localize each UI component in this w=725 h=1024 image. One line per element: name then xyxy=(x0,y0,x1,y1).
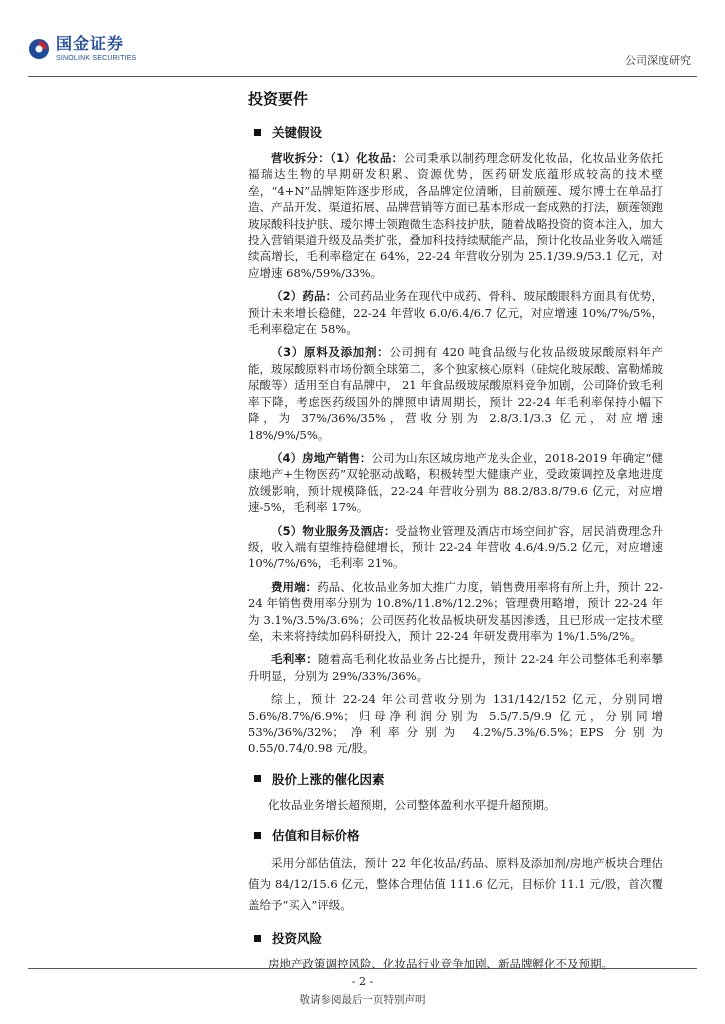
logo-en-text: SINOLINK SECURITIES xyxy=(56,55,137,62)
subhead-key-assumptions xyxy=(254,123,663,141)
paragraph-risks: 房地产政策调控风险、化妆品行业竞争加剧、新品牌孵化不及预期。 xyxy=(268,957,613,972)
text-pharma: 公司药品业务在现代中成药、骨科、玻尿酸眼科方面具有优势，预计未来增长稳健，22-24 年营收 6.0/6.4/6.7 亿元，对应增速 10%/7%/5%，毛利率稳定在 58%。 xyxy=(248,289,663,337)
label-gross-margin: 毛利率： xyxy=(271,652,318,667)
section-title: 投资要件 xyxy=(248,90,309,108)
logo-cn-text: 国金证券 xyxy=(56,34,125,53)
subhead-valuation xyxy=(254,826,663,844)
main-content xyxy=(248,88,663,980)
label-property-services: （5）物业服务及酒店： xyxy=(271,523,396,538)
subhead-label: 股价上涨的催化因素 xyxy=(272,771,385,787)
paragraph-expenses xyxy=(248,579,663,645)
subhead-catalysts xyxy=(254,770,663,788)
disclaimer-link: 敬请参阅最后一页特别声明 xyxy=(299,994,426,1006)
page-number: - 2 - xyxy=(351,975,374,988)
subhead-label: 关键假设 xyxy=(272,125,323,140)
bullet-square-icon xyxy=(254,832,261,839)
company-logo xyxy=(28,36,136,62)
paragraph-property-services xyxy=(248,523,663,572)
paragraph-real-estate xyxy=(248,450,663,516)
label-pharma: （2）药品： xyxy=(271,289,338,304)
paragraph-gross-margin xyxy=(248,651,663,684)
label-cosmetics: （1）化妆品： xyxy=(330,151,404,165)
paragraph-raw-materials xyxy=(248,344,663,442)
label-real-estate: （4）房地产销售： xyxy=(271,450,372,465)
logo-icon xyxy=(28,38,50,60)
text-property-services: 受益物业管理及酒店市场空间扩容，居民消费理念升级，收入端有望维持稳健增长，预计 22-24 年营收 4.6/4.9/5.2 亿元，对应增速 10%/7%/6%，毛利率 21%。 xyxy=(248,523,663,571)
label-revenue: 营收拆分： xyxy=(271,151,331,165)
page-header xyxy=(28,36,697,76)
header-divider xyxy=(28,76,697,77)
subhead-label: 投资风险 xyxy=(272,931,323,947)
bullet-square-icon xyxy=(254,129,261,136)
text-raw-materials: 公司拥有 420 吨食品级与化妆品级玻尿酸原料年产能，玻尿酸原料市场份额全球第二，多个独家核心原料（硅烷化玻尿酸、富勒烯玻尿酸等）适用至自有品牌中， 21 年食品级玻尿酸原料竞争加剧，公司降价致毛利率下降，考虑医药级国外的牌照申请周期长，预计 22-24 年毛利率保持小幅下降，为 37%/36%/35%，营收分别为 2.8/3.1/3.3 亿元，对应增速 18%/9%/5%。 xyxy=(248,345,663,442)
footer-divider xyxy=(28,968,697,969)
paragraph-cosmetics xyxy=(248,150,663,281)
bullet-square-icon xyxy=(254,775,261,782)
text-gross-margin: 随着高毛利化妆品业务占比提升，预计 22-24 年公司整体毛利率攀升明显，分别为 29%/33%/36%。 xyxy=(248,652,663,683)
text-real-estate: 公司为山东区域房地产龙头企业，2018-2019 年确定“健康地产+生物医药”双轮驱动战略，积极转型大健康产业，受政策调控及拿地进度放缓影响，预计规模降低，22-24 年营收分别为 88.2/83.8/79.6 亿元，对应增速-5%，毛利率 17%。 xyxy=(248,450,663,515)
paragraph-catalysts: 化妆品业务增长超预期，公司整体盈利水平提升超预期。 xyxy=(268,797,556,812)
label-raw-materials: （3）原料及添加剂： xyxy=(271,345,390,360)
bullet-square-icon xyxy=(254,935,261,942)
subhead-risks xyxy=(254,929,663,947)
paragraph-pharma xyxy=(248,288,663,337)
text-expenses: 药品、化妆品业务加大推广力度，销售费用率将有所上升，预计 22-24 年销售费用率分别为 10.8%/11.8%/12.2%；管理费用略增，预计 22-24 年为 3.1%/3.5%/3.6%；公司医药化妆品板块研发基因渗透，且已形成一定技术壁垒，未来将持续加码科研投入，预计 22-24 年研发费用率为 1%/1.5%/2%。 xyxy=(248,579,664,643)
report-type: 公司深度研究 xyxy=(625,54,691,67)
paragraph-summary: 综上，预计 22-24 年公司营收分别为 131/142/152 亿元，分别同增 5.6%/8.7%/6.9%；归母净利润分别为 5.5/7.5/9.9 亿元，分别同增 53%/36%/32%；净利率分别为 4.2%/5.3%/6.5%；EPS 分别为 0.55/0.74/0.98 元/股。 xyxy=(248,692,663,756)
subhead-label: 估值和目标价格 xyxy=(272,828,360,844)
text-cosmetics: 公司秉承以制药理念研发化妆品，化妆品业务依托福瑞达生物的早期研发积累、资源优势，医药研发底蕴形成较高的技术壁垒，“4+N”品牌矩阵逐步形成，各品牌定位清晰，目前颐莲、瑷尔博士在单品打造、产品开发、渠道拓展、品牌营销等方面已基本形成一套成熟的打法，颐莲领跑玻尿酸科技护肤、瑷尔博士领跑微生态科技护肤，随着战略投资的资本注入，加大投入营销渠道升级及品类扩张，叠加科技持续赋能产品，预计化妆品业务收入端延续高增长，毛利率稳定在 64%，22-24 年营收分别为 25.1/39.9/53.1 亿元，对应增速 68%/59%/33%。 xyxy=(248,151,663,280)
paragraph-valuation: 采用分部估值法，预计 22 年化妆品/药品、原料及添加剂/房地产板块合理估值为 84/12/15.6 亿元，整体合理估值 111.6 亿元，目标价 11.1 元/股，首次覆盖给予“买入”评级。 xyxy=(248,856,663,913)
label-expenses: 费用端： xyxy=(271,579,318,594)
